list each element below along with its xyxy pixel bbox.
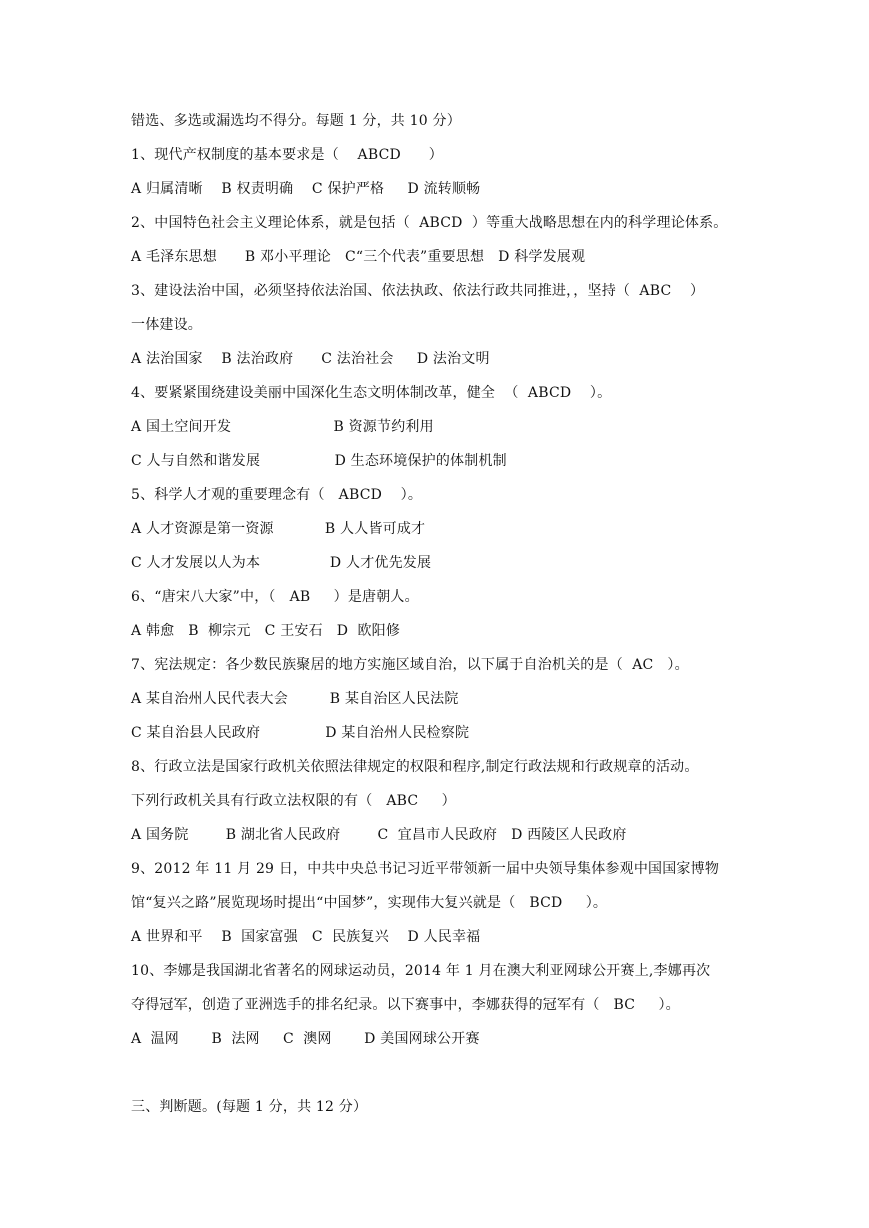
question-7-options-ab: A 某自治州人民代表大会 B 某自治区人民法院 (131, 691, 459, 707)
question-7: 7、宪法规定：各少数民族聚居的地方实施区域自治，以下属于自治机关的是（ AC ）。 (131, 657, 689, 673)
question-10: 10、李娜是我国湖北省著名的网球运动员，2014 年 1 月在澳大利亚网球公开赛上,李娜再次 (131, 963, 711, 979)
question-9-options: A 世界和平 B 国家富强 C 民族复兴 D 人民幸福 (131, 929, 481, 945)
question-2-options: A 毛泽东思想 B 邓小平理论 C“三个代表”重要思想 D 科学发展观 (131, 249, 586, 265)
question-9-continued: 馆“复兴之路”展览现场时提出“中国梦”，实现伟大复兴就是（ BCD ）。 (131, 895, 608, 911)
question-4-options-cd: C 人与自然和谐发展 D 生态环境保护的体制机制 (131, 453, 507, 469)
question-5-options-cd: C 人才发展以人为本 D 人才优先发展 (131, 555, 432, 571)
question-8-continued: 下列行政机关具有行政立法权限的有（ ABC ） (131, 793, 456, 809)
question-4-options-ab: A 国土空间开发 B 资源节约利用 (131, 419, 434, 435)
question-8: 8、行政立法是国家行政机关依照法律规定的权限和程序,制定行政法规和行政规章的活动。 (131, 759, 699, 775)
question-2: 2、中国特色社会主义理论体系，就是包括（ ABCD ）等重大战略思想在内的科学理论体系。 (131, 215, 728, 231)
question-1: 1、现代产权制度的基本要求是（ ABCD ） (131, 147, 444, 163)
question-7-options-cd: C 某自治县人民政府 D 某自治州人民检察院 (131, 725, 470, 741)
question-10-continued: 夺得冠军，创造了亚洲选手的排名纪录。以下赛事中，李娜获得的冠军有（ BC ）。 (131, 997, 680, 1013)
question-5: 5、科学人才观的重要理念有（ ABCD ）。 (131, 487, 423, 503)
text-line: 错选、多选或漏选均不得分。每题 1 分，共 10 分） (131, 113, 461, 129)
question-6: 6、“唐宋八大家”中，（ AB ）是唐朝人。 (131, 589, 419, 605)
question-8-options: A 国务院 B 湖北省人民政府 C 宜昌市人民政府 D 西陵区人民政府 (131, 827, 627, 843)
question-3: 3、建设法治中国，必须坚持依法治国、依法执政、依法行政共同推进，，坚持（ ABC ） (131, 283, 705, 299)
question-4: 4、要紧紧围绕建设美丽中国深化生态文明体制改革，健全 （ ABCD ）。 (131, 385, 612, 401)
question-6-options: A 韩愈 B 柳宗元 C 王安石 D 欧阳修 (131, 623, 401, 639)
question-5-options-ab: A 人才资源是第一资源 B 人人皆可成才 (131, 521, 426, 537)
section-heading: 三、判断题。(每题 1 分，共 12 分） (131, 1099, 368, 1115)
question-3-options: A 法治国家 B 法治政府 C 法治社会 D 法治文明 (131, 351, 490, 367)
question-1-options: A 归属清晰 B 权责明确 C 保护严格 D 流转顺畅 (131, 181, 481, 197)
question-3-continued: 一体建设。 (131, 317, 202, 333)
question-10-options: A 温网 B 法网 C 澳网 D 美国网球公开赛 (131, 1031, 480, 1047)
question-9: 9、2012 年 11 月 29 日，中共中央总书记习近平带领新一届中央领导集体参观中国国家博物 (131, 861, 720, 877)
